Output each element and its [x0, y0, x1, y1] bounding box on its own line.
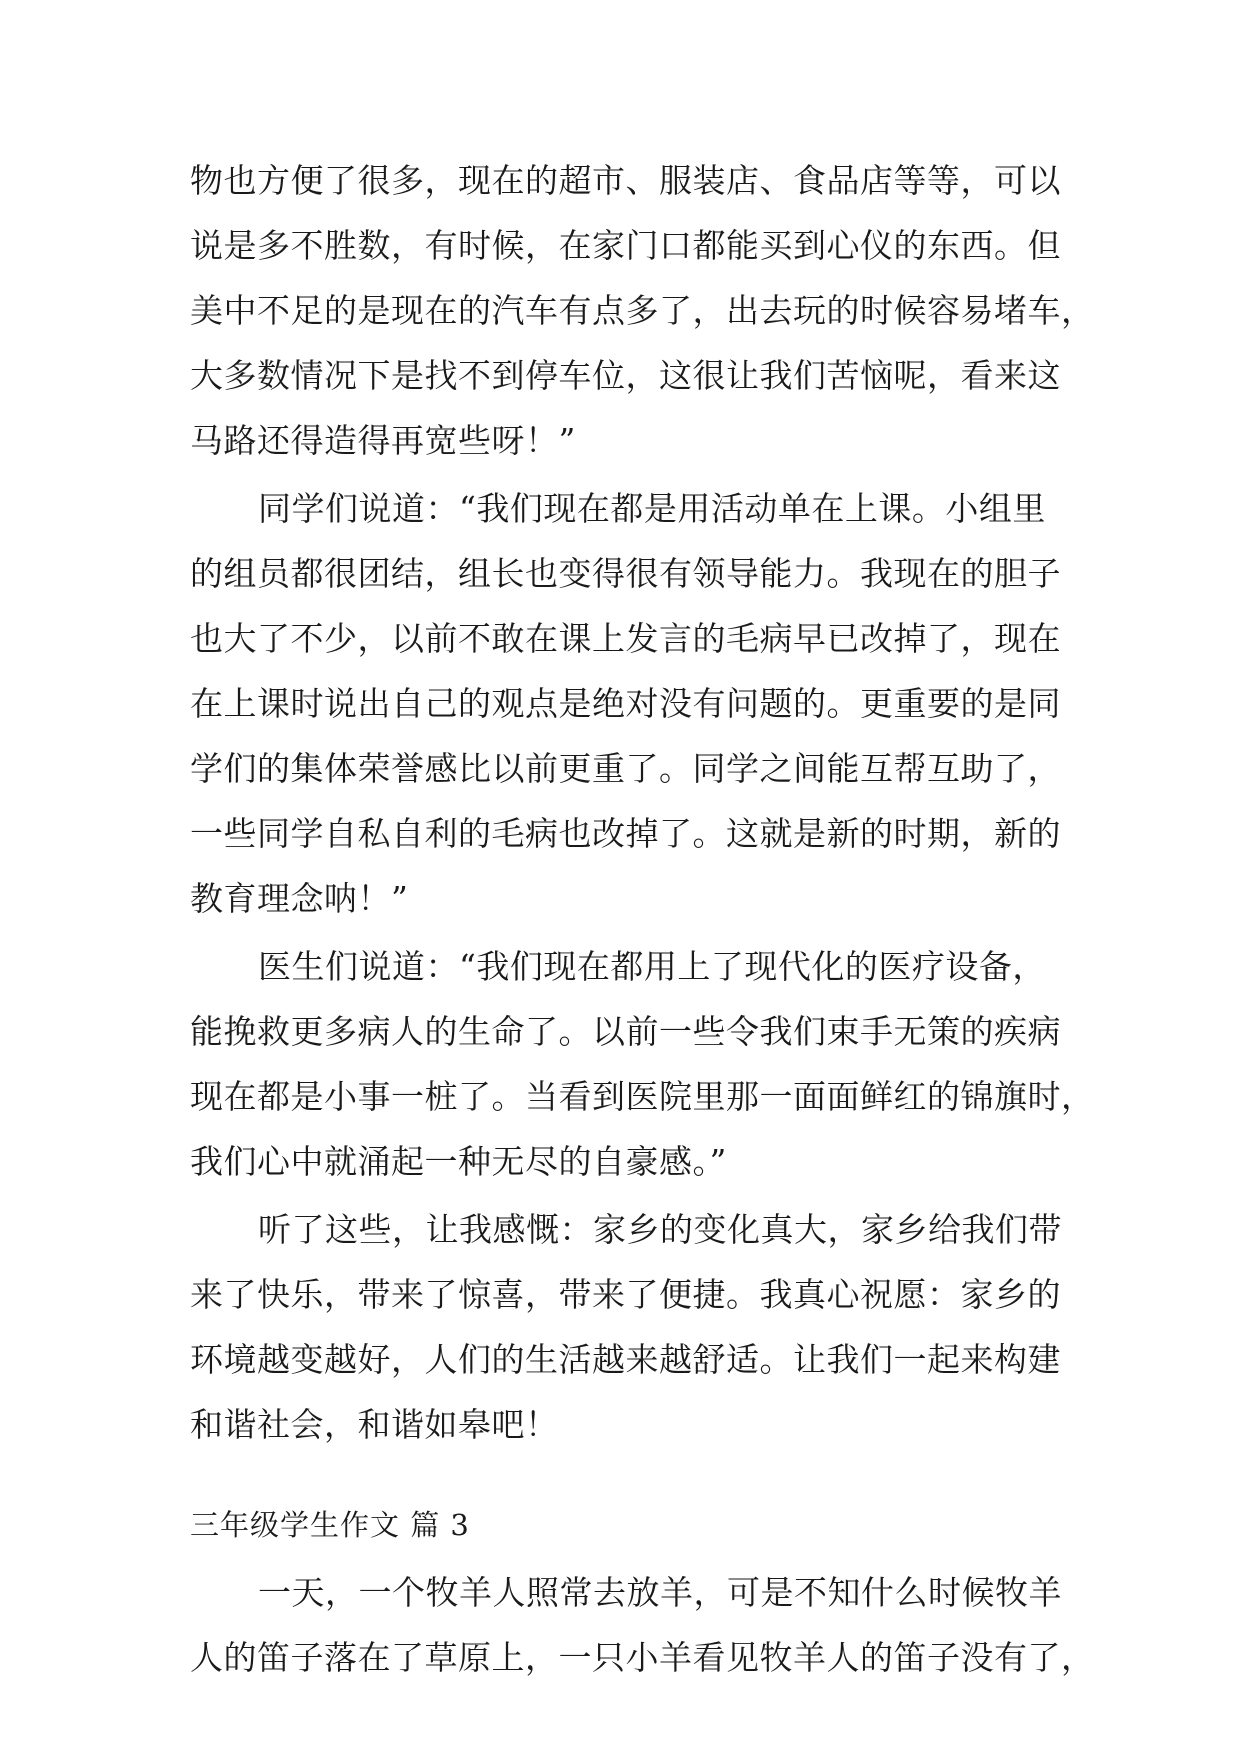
- text-line: 马路还得造得再宽些呀！”: [190, 421, 576, 460]
- text-line: 在上课时说出自己的观点是绝对没有问题的。更重要的是同: [190, 684, 1061, 723]
- text-line: 人的笛子落在了草原上，一只小羊看见牧羊人的笛子没有了，: [190, 1638, 1095, 1677]
- text-line: 现在都是小事一桩了。当看到医院里那一面面鲜红的锦旗时，: [190, 1077, 1095, 1116]
- text-line: 也大了不少，以前不敢在课上发言的毛病早已改掉了，现在: [190, 619, 1061, 658]
- text-line: 一天，一个牧羊人照常去放羊，可是不知什么时候牧羊: [258, 1573, 1062, 1612]
- text-line: 听了这些，让我感慨：家乡的变化真大，家乡给我们带: [258, 1210, 1062, 1249]
- text-line: 同学们说道：“我们现在都是用活动单在上课。小组里: [258, 489, 1046, 528]
- text-line: 一些同学自私自利的毛病也改掉了。这就是新的时期，新的: [190, 814, 1061, 853]
- text-line: 大多数情况下是找不到停车位，这很让我们苦恼呢，看来这: [190, 356, 1061, 395]
- text-line: 我们心中就涌起一种无尽的自豪感。”: [190, 1142, 727, 1181]
- text-line: 物也方便了很多，现在的超市、服装店、食品店等等，可以: [190, 161, 1061, 200]
- text-line: 的组员都很团结，组长也变得很有领导能力。我现在的胆子: [190, 554, 1061, 593]
- text-line: 医生们说道：“我们现在都用上了现代化的医疗设备，: [258, 947, 1046, 986]
- text-line: 美中不足的是现在的汽车有点多了，出去玩的时候容易堵车，: [190, 291, 1095, 330]
- text-line: 能挽救更多病人的生命了。以前一些令我们束手无策的疾病: [190, 1012, 1061, 1051]
- text-line: 说是多不胜数，有时候，在家门口都能买到心仪的东西。但: [190, 226, 1061, 265]
- text-line: 教育理念呐！”: [190, 879, 409, 918]
- section-heading: 三年级学生作文 篇 3: [190, 1508, 470, 1542]
- text-line: 学们的集体荣誉感比以前更重了。同学之间能互帮互助了，: [190, 749, 1061, 788]
- text-line: 来了快乐，带来了惊喜，带来了便捷。我真心祝愿：家乡的: [190, 1275, 1061, 1314]
- text-line: 环境越变越好，人们的生活越来越舒适。让我们一起来构建: [190, 1340, 1061, 1379]
- text-line: 和谐社会，和谐如皋吧！: [190, 1405, 559, 1444]
